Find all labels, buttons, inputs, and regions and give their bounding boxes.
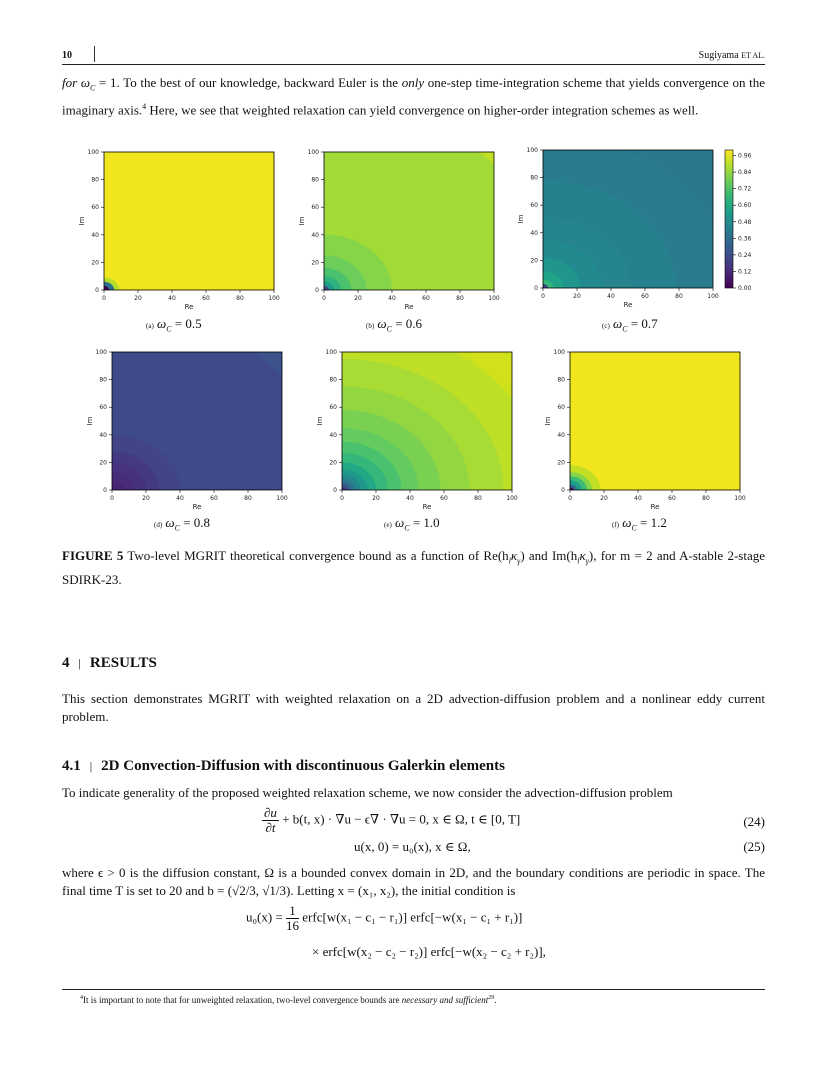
panel-c <box>517 144 767 314</box>
y-tick-label: 0 <box>561 487 565 494</box>
y-tick-label: 100 <box>95 349 107 356</box>
subcaption-d: (d) $\omega_C = 0.8$ <box>154 515 211 533</box>
y-tick-label: 0 <box>103 487 107 494</box>
equation-25: u(x, 0) = u₀(x), x ∈ Ω, <box>354 839 471 854</box>
running-author: Sugiyama ET AL. <box>698 50 765 61</box>
panel-d <box>86 346 296 514</box>
colorbar-tick-label: 0.84 <box>738 169 752 177</box>
x-tick-label: 20 <box>134 295 142 302</box>
heatmap-background <box>104 152 274 290</box>
section-4-heading: 4 | RESULTS <box>62 655 157 671</box>
y-tick-label: 20 <box>530 257 538 265</box>
x-tick-label: 20 <box>354 295 362 302</box>
x-tick-label: 20 <box>573 293 581 300</box>
initial-condition-line2: × erfc[w(x₂ − c₂ − r₂)] erfc[−w(x₂ − c₂ + r₂)], <box>312 944 546 959</box>
y-tick-label: 80 <box>530 174 538 182</box>
initial-condition-line1: u₀(x) = $\frac{1}{16}$ erfc[w(x₁ − c₁ − r₁)] erfc[−w(x₁ − c₁ + r₁)] <box>246 903 523 933</box>
y-tick-label: 80 <box>311 176 319 184</box>
x-tick-label: 60 <box>202 295 210 302</box>
y-tick-label: 40 <box>329 431 337 439</box>
y-tick-label: 20 <box>557 459 565 467</box>
y-tick-label: 40 <box>311 231 319 239</box>
y-axis-label: Im <box>316 416 324 426</box>
colorbar <box>725 150 733 288</box>
x-tick-label: 40 <box>634 495 642 502</box>
subcaption-e: (e) $\omega_C = 1.0$ <box>384 515 440 533</box>
y-tick-label: 100 <box>87 149 99 156</box>
y-tick-label: 100 <box>526 147 538 154</box>
footnote: $^4$It is important to note that for unweighted relaxation, two-level convergence bounds are necessary and sufficient$^{29}$. <box>80 995 497 1005</box>
y-tick-label: 20 <box>99 459 107 467</box>
x-tick-label: 80 <box>702 495 710 502</box>
x-tick-label: 0 <box>322 295 326 302</box>
x-tick-label: 100 <box>734 495 746 502</box>
y-axis-label: Im <box>298 216 306 226</box>
x-axis-label: Re <box>184 303 194 311</box>
y-tick-label: 60 <box>530 202 538 210</box>
x-tick-label: 80 <box>675 293 683 300</box>
header-rule <box>62 64 765 65</box>
x-tick-label: 100 <box>506 495 518 502</box>
section-41-paragraph: To indicate generality of the proposed weighted relaxation scheme, we now consider the advection-diffusion problem <box>62 785 673 800</box>
x-tick-label: 20 <box>600 495 608 502</box>
x-tick-label: 40 <box>388 295 396 302</box>
x-tick-label: 40 <box>176 495 184 502</box>
y-tick-label: 60 <box>557 404 565 412</box>
colorbar-tick-label: 0.72 <box>738 185 752 193</box>
y-axis-label: Im <box>517 214 525 224</box>
header-divider <box>94 46 95 62</box>
x-axis-label: Re <box>192 503 202 511</box>
y-tick-label: 100 <box>325 349 337 356</box>
subcaption-c: (c) $\omega_C = 0.7$ <box>602 316 658 334</box>
panel-a <box>78 146 288 314</box>
equation-24-number: (24) <box>743 814 765 829</box>
x-tick-label: 80 <box>456 295 464 302</box>
x-tick-label: 40 <box>607 293 615 300</box>
y-axis-label: Im <box>86 416 94 426</box>
colorbar-tick-label: 0.12 <box>738 268 752 276</box>
x-axis-label: Re <box>404 303 414 311</box>
page-number: 10 <box>62 50 72 61</box>
y-tick-label: 80 <box>329 376 337 384</box>
x-tick-label: 0 <box>541 293 545 300</box>
x-tick-label: 60 <box>440 495 448 502</box>
y-tick-label: 40 <box>91 231 99 239</box>
subcaption-a: (a) $\omega_C = 0.5$ <box>146 316 202 334</box>
colorbar-tick-label: 0.60 <box>738 202 752 210</box>
x-axis-label: Re <box>422 503 432 511</box>
x-tick-label: 20 <box>142 495 150 502</box>
equation-25-number: (25) <box>743 839 765 854</box>
x-tick-label: 60 <box>641 293 649 300</box>
y-tick-label: 20 <box>329 459 337 467</box>
x-tick-label: 100 <box>268 295 280 302</box>
colorbar-tick-label: 0.00 <box>738 285 752 292</box>
x-tick-label: 80 <box>474 495 482 502</box>
panel-e <box>316 346 526 514</box>
x-tick-label: 60 <box>668 495 676 502</box>
y-tick-label: 80 <box>557 376 565 384</box>
equation-24: $\frac{\partial u}{\partial t}$ + b(t, x) · ∇u − ϵ∇ · ∇u = 0, x ∈ Ω, t ∈ [0, T] <box>264 805 521 835</box>
y-tick-label: 60 <box>99 404 107 412</box>
x-axis-label: Re <box>623 301 633 309</box>
x-tick-label: 80 <box>244 495 252 502</box>
x-tick-label: 60 <box>210 495 218 502</box>
colorbar-tick-label: 0.36 <box>738 235 752 243</box>
domain-paragraph: where ϵ > 0 is the diffusion constant, Ω is a bounded convex domain in 2D, and the boundary conditions are periodic in space. The final time T is set to 20 and b = (√2/3, √1/3). Letting x = (x₁, x₂), the initial condition is <box>62 865 765 898</box>
intro-paragraph: for $\omega_C = 1$. To the best of our knowledge, backward Euler is the only one-step time-integration scheme that yields convergence on the imaginary axis.$^4$ Here, we see that weighted relaxation can yield convergence on higher-order integration schemes as well. <box>62 75 765 117</box>
y-tick-label: 60 <box>91 204 99 212</box>
x-tick-label: 40 <box>168 295 176 302</box>
y-tick-label: 100 <box>307 149 319 156</box>
y-tick-label: 0 <box>534 285 538 292</box>
colorbar-tick-label: 0.24 <box>738 251 752 259</box>
x-tick-label: 80 <box>236 295 244 302</box>
x-tick-label: 0 <box>110 495 114 502</box>
colorbar-tick-label: 0.48 <box>738 218 752 226</box>
heatmap-background <box>570 352 740 490</box>
x-tick-label: 100 <box>488 295 500 302</box>
y-tick-label: 40 <box>99 431 107 439</box>
subcaption-f: (f) $\omega_C = 1.2$ <box>612 515 667 533</box>
section-41-heading: 4.1 | 2D Convection-Diffusion with discontinuous Galerkin elements <box>62 758 505 774</box>
panel-b <box>298 146 508 314</box>
y-tick-label: 40 <box>530 229 538 237</box>
figure-caption: FIGURE 5 Two-level MGRIT theoretical convergence bound as a function of $Re(h_l\kappa_\gamma)$ and $Im(h_l\kappa_\gamma)$, for m = 2 and A-stable 2-stage SDIRK-23. <box>62 548 765 587</box>
y-tick-label: 0 <box>95 287 99 294</box>
y-tick-label: 60 <box>329 404 337 412</box>
panel-f <box>544 346 754 514</box>
section-4-paragraph: This section demonstrates MGRIT with weighted relaxation on a 2D advection-diffusion problem and a nonlinear eddy current problem. <box>62 691 765 724</box>
y-tick-label: 80 <box>99 376 107 384</box>
y-tick-label: 80 <box>91 176 99 184</box>
colorbar-tick-label: 0.96 <box>738 152 752 160</box>
y-axis-label: Im <box>78 216 86 226</box>
x-tick-label: 0 <box>102 295 106 302</box>
x-tick-label: 0 <box>340 495 344 502</box>
x-tick-label: 60 <box>422 295 430 302</box>
y-tick-label: 60 <box>311 204 319 212</box>
x-tick-label: 40 <box>406 495 414 502</box>
x-tick-label: 100 <box>276 495 288 502</box>
y-tick-label: 0 <box>315 287 319 294</box>
footnote-rule <box>62 989 765 990</box>
subcaption-b: (b) $\omega_C = 0.6$ <box>366 316 423 334</box>
x-axis-label: Re <box>650 503 660 511</box>
y-tick-label: 100 <box>553 349 565 356</box>
y-axis-label: Im <box>544 416 552 426</box>
x-tick-label: 100 <box>707 293 719 300</box>
y-tick-label: 20 <box>91 259 99 267</box>
x-tick-label: 0 <box>568 495 572 502</box>
y-tick-label: 0 <box>333 487 337 494</box>
y-tick-label: 20 <box>311 259 319 267</box>
x-tick-label: 20 <box>372 495 380 502</box>
y-tick-label: 40 <box>557 431 565 439</box>
